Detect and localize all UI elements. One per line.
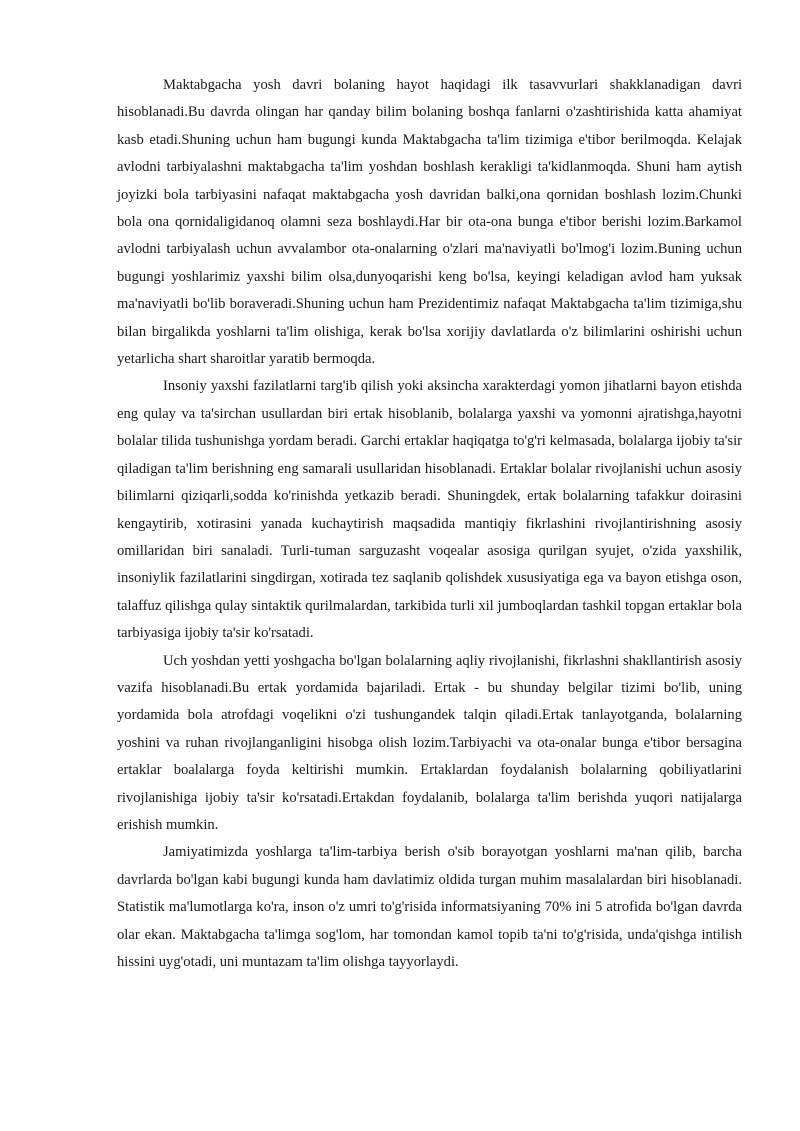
- paragraph-2: Insoniy yaxshi fazilatlarni targ'ib qilish yoki aksincha xarakterdagi yomon jihatlarni bayon etishda eng qulay va ta'sirchan usullardan biri ertak hisoblanib, bolalarga yaxshi va yomonni ajratishga,hayotni bolalar tilida tushunishga yordam beradi. Garchi ertaklar haqiqatga to'g'ri kelmasada, bolalarga ijobiy ta'sir qiladigan ta'lim berishning eng samarali usullaridan hisoblanadi. Ertaklar bolalar rivojlanishi uchun asosiy bilimlarni qiziqarli,sodda ko'rinishda yetkazib beradi. Shuningdek, ertak bolalarning tafakkur doirasini kengaytirib, xotirasini yanada kuchaytirish maqsadida mantiqiy fikrlashini rivojlantirishning asosiy omillaridan biri sanaladi. Turli-tuman sarguzasht voqealar asosiga qurilgan syujet, o'zida yaxshilik, insoniylik fazilatlarini singdirgan, xotirada tez saqlanib qolishdek xususiyatiga ega va bayon etishga oson, talaffuz qilishga qulay sintaktik qurilmalardan, tarkibida turli xil jumboqlardan tashkil topgan ertaklar bola tarbiyasiga ijobiy ta'sir ko'rsatadi.: [117, 378, 742, 642]
- paragraph-1: Maktabgacha yosh davri bolaning hayot haqidagi ilk tasavvurlari shakklanadigan davri hisoblanadi.Bu davrda olingan har qanday bilim bolaning boshqa fanlarni o'zashtirishida katta ahamiyat kasb etadi.Shuning uchun ham bugungi kunda Maktabgacha ta'lim tizimiga e'tibor berilmoqda. Kelajak avlodni tarbiyalashni maktabgacha ta'lim yoshdan boshlash kerakligi ta'kidlanmoqda. Shuni ham aytish joyizki bola tarbiyasini nafaqat maktabgacha yosh davridan balki,ona qornidan boshlash lozim.Chunki bola ona qornidaligidanoq olamni seza boshlaydi.Har bir ota-ona bunga e'tibor berishi lozim.Barkamol avlodni tarbiyalash uchun avvalambor ota-onalarning o'zlari ma'naviyatli bo'lmog'i lozim.Buning uchun bugungi yoshlarimiz yaxshi bilim olsa,dunyoqarishi keng bo'lsa, keyingi keladigan avlod ham yuksak ma'naviyatli bo'lib boraveradi.Shuning uchun ham Prezidentimiz nafaqat Maktabgacha ta'lim tizimiga,shu bilan birgalikda yoshlarni ta'lim olishiga, kerak bo'lsa xorijiy davlatlarda o'z bilimlarini oshirishi uchun yetarlicha shart sharoitlar yaratib bermoqda.: [117, 77, 742, 368]
- document-body: [117, 72, 742, 976]
- paragraph-4: Jamiyatimizda yoshlarga ta'lim-tarbiya berish o'sib borayotgan yoshlarni ma'nan qilib, barcha davrlarda bo'lgan kabi bugungi kunda ham davlatimiz oldida turgan muhim masalalardan biri hisoblanadi. Statistik ma'lumotlarga ko'ra, inson o'z umri to'g'risida informatsiyaning 70% ini 5 atrofida bo'lgan davrda olar ekan. Maktabgacha ta'limga sog'lom, har tomondan kamol topib ta'ni to'g'risida, unda'qishga intilish hissini uyg'otadi, uni muntazam ta'lim olishga tayyorlaydi.: [117, 844, 742, 970]
- paragraph-3: Uch yoshdan yetti yoshgacha bo'lgan bolalarning aqliy rivojlanishi, fikrlashni shakllantirish asosiy vazifa hisoblanadi.Bu ertak yordamida bajariladi. Ertak - bu shunday belgilar tizimi bo'lib, uning yordamida bola atrofdagi voqelikni o'zi tushungandek talqin qiladi.Ertak tanlayotganda, bolalarning yoshini va ruhan rivojlanganligini hisobga olish lozim.Tarbiyachi va ota-onalar bunga e'tibor bersagina ertaklar boalalarga foyda keltirishi mumkin. Ertaklardan foydalanish bolalarning qobiliyatlarini rivojlanishiga ijobiy ta'sir ko'rsatadi.Ertakdan foydalanib, bolalarga ta'lim berishda yuqori natijalarga erishish mumkin.: [117, 652, 742, 833]
